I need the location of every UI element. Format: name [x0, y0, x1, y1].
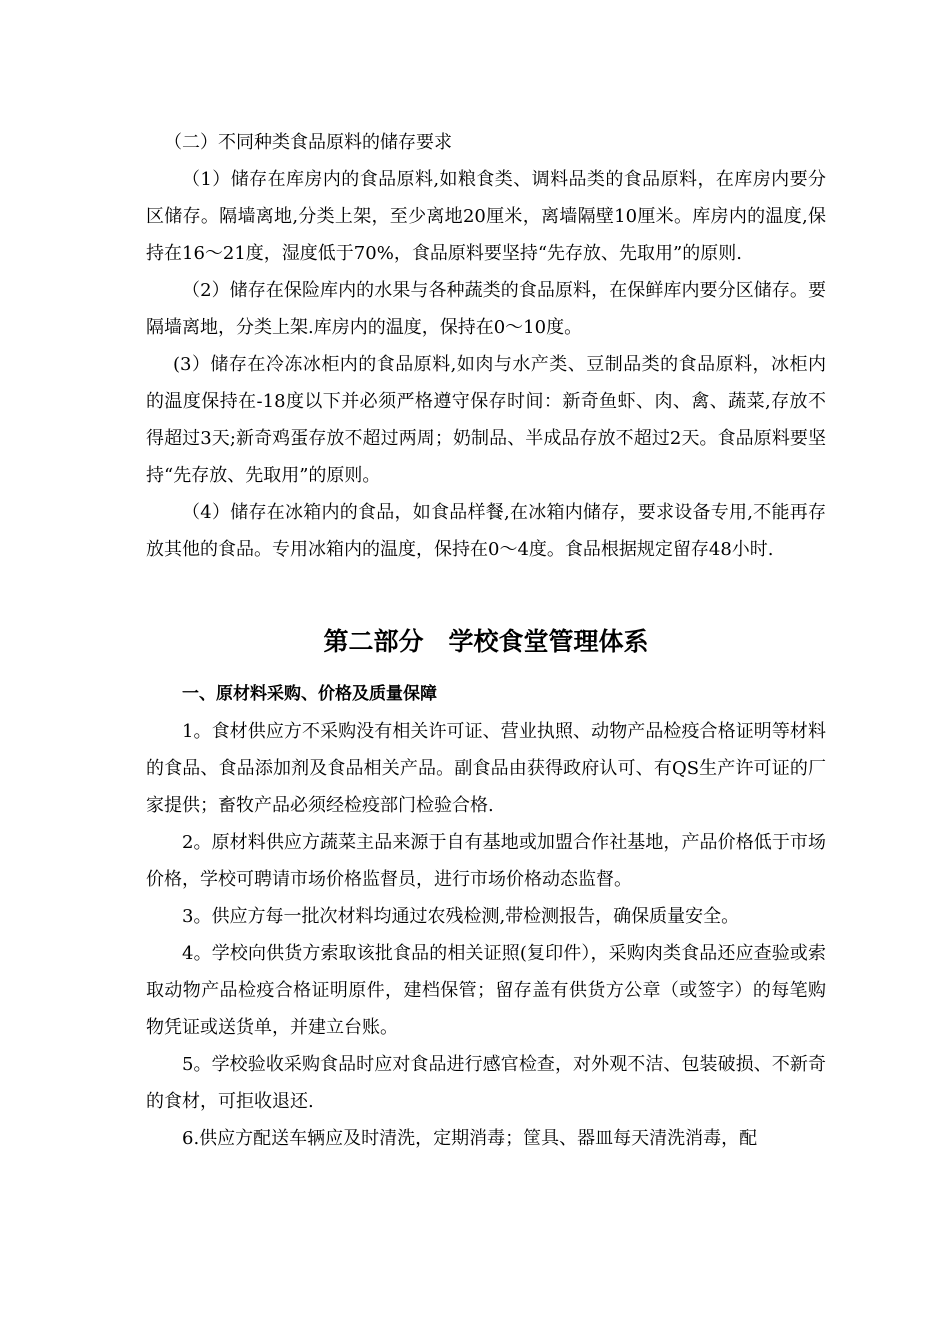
storage-paragraph-2: （2）储存在保险库内的水果与各种蔬类的食品原料，在保鲜库内要分区储存。要隔墙离地，分类上架.库房内的温度，保持在0～10度。 — [146, 280, 826, 338]
procurement-subheading: 一、原材料采购、价格及质量保障 — [182, 684, 437, 704]
procurement-paragraph-2: 2。原材料供应方蔬菜主品来源于自有基地或加盟合作社基地，产品价格低于市场价格，学校可聘请市场价格监督员，进行市场价格动态监督。 — [146, 832, 826, 890]
procurement-paragraph-6: 6.供应方配送车辆应及时清洗，定期消毒；筐具、器皿每天清洗消毒，配 — [182, 1128, 758, 1149]
storage-requirements-heading: （二）不同种类食品原料的储存要求 — [164, 132, 452, 153]
document-content — [146, 124, 826, 1157]
procurement-paragraph-1: 1。食材供应方不采购没有相关许可证、营业执照、动物产品检疫合格证明等材料的食品、食品添加剂及食品相关产品。副食品由获得政府认可、有QS生产许可证的厂家提供；畜牧产品必须经检疫部门检验合格. — [146, 721, 826, 816]
procurement-paragraph-5: 5。学校验收采购食品时应对食品进行感官检查，对外观不洁、包装破损、不新奇的食材，可拒收退还. — [146, 1054, 826, 1112]
storage-paragraph-1: （1）储存在库房内的食品原料,如粮食类、调料品类的食品原料，在库房内要分区储存。隔墙离地,分类上架，至少离地20厘米，离墙隔壁10厘米。库房内的温度,保持在16～21度，湿度低于70%，食品原料要坚持“先存放、先取用”的原则. — [146, 169, 826, 264]
procurement-paragraph-3: 3。供应方每一批次材料均通过农残检测,带检测报告，确保质量安全。 — [182, 906, 740, 927]
storage-paragraph-4: （4）储存在冰箱内的食品，如食品样餐,在冰箱内储存，要求设备专用,不能再存放其他的食品。专用冰箱内的温度，保持在0～4度。食品根据规定留存48小时. — [146, 502, 826, 560]
part-two-title: 第二部分 学校食堂管理体系 — [323, 627, 649, 656]
storage-paragraph-3: (3）储存在冷冻冰柜内的食品原料,如肉与水产类、豆制品类的食品原料，冰柜内的温度保持在-18度以下并必须严格遵守保存时间：新奇鱼虾、肉、禽、蔬菜,存放不得超过3天;新奇鸡蛋存放不超过两周；奶制品、半成品存放不超过2天。食品原料要坚持“先存放、先取用”的原则。 — [146, 354, 826, 486]
procurement-paragraph-4: 4。学校向供货方索取该批食品的相关证照(复印件），采购肉类食品还应查验或索取动物产品检疫合格证明原件，建档保管；留存盖有供货方公章（或签字）的每笔购物凭证或送货单，并建立台账。 — [146, 943, 826, 1038]
